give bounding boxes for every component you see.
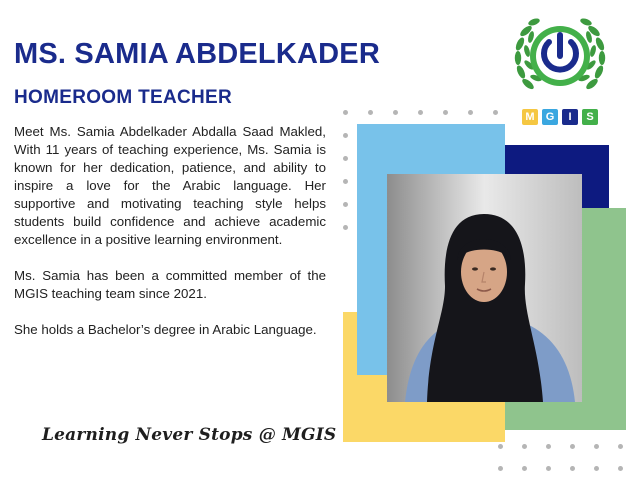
- logo-letter-s: S: [582, 109, 598, 125]
- school-tagline: Learning Never Stops @ MGIS: [42, 425, 337, 445]
- logo-letter-row: [522, 109, 598, 125]
- teacher-name-title: MS. SAMIA ABDELKADER: [14, 38, 380, 70]
- teacher-portrait-photo: [387, 174, 582, 402]
- logo-letter-m: M: [522, 109, 538, 125]
- bio-paragraph-tenure: Ms. Samia has been a committed member of the MGIS teaching team since 2021.: [14, 268, 326, 301]
- bio-paragraph-degree: She holds a Bachelor’s degree in Arabic Language.: [14, 322, 317, 337]
- teacher-bio: [14, 123, 326, 357]
- bio-paragraph-intro: Meet Ms. Samia Abdelkader Abdalla Saad Makled, With 11 years of teaching experience, Ms. Samia is known for her dedication, patience, and ability to inspire a love for the Arabic language. Her supportive and motivating teaching style helps students build confidence and achieve academic excellence in a positive learning environment.: [14, 124, 326, 247]
- logo-letter-g: G: [542, 109, 558, 125]
- power-button-laurel-icon: [508, 8, 612, 108]
- logo-letter-i: I: [562, 109, 578, 125]
- school-logo: [508, 8, 612, 123]
- teacher-role-subtitle: HOMEROOM TEACHER: [14, 87, 233, 108]
